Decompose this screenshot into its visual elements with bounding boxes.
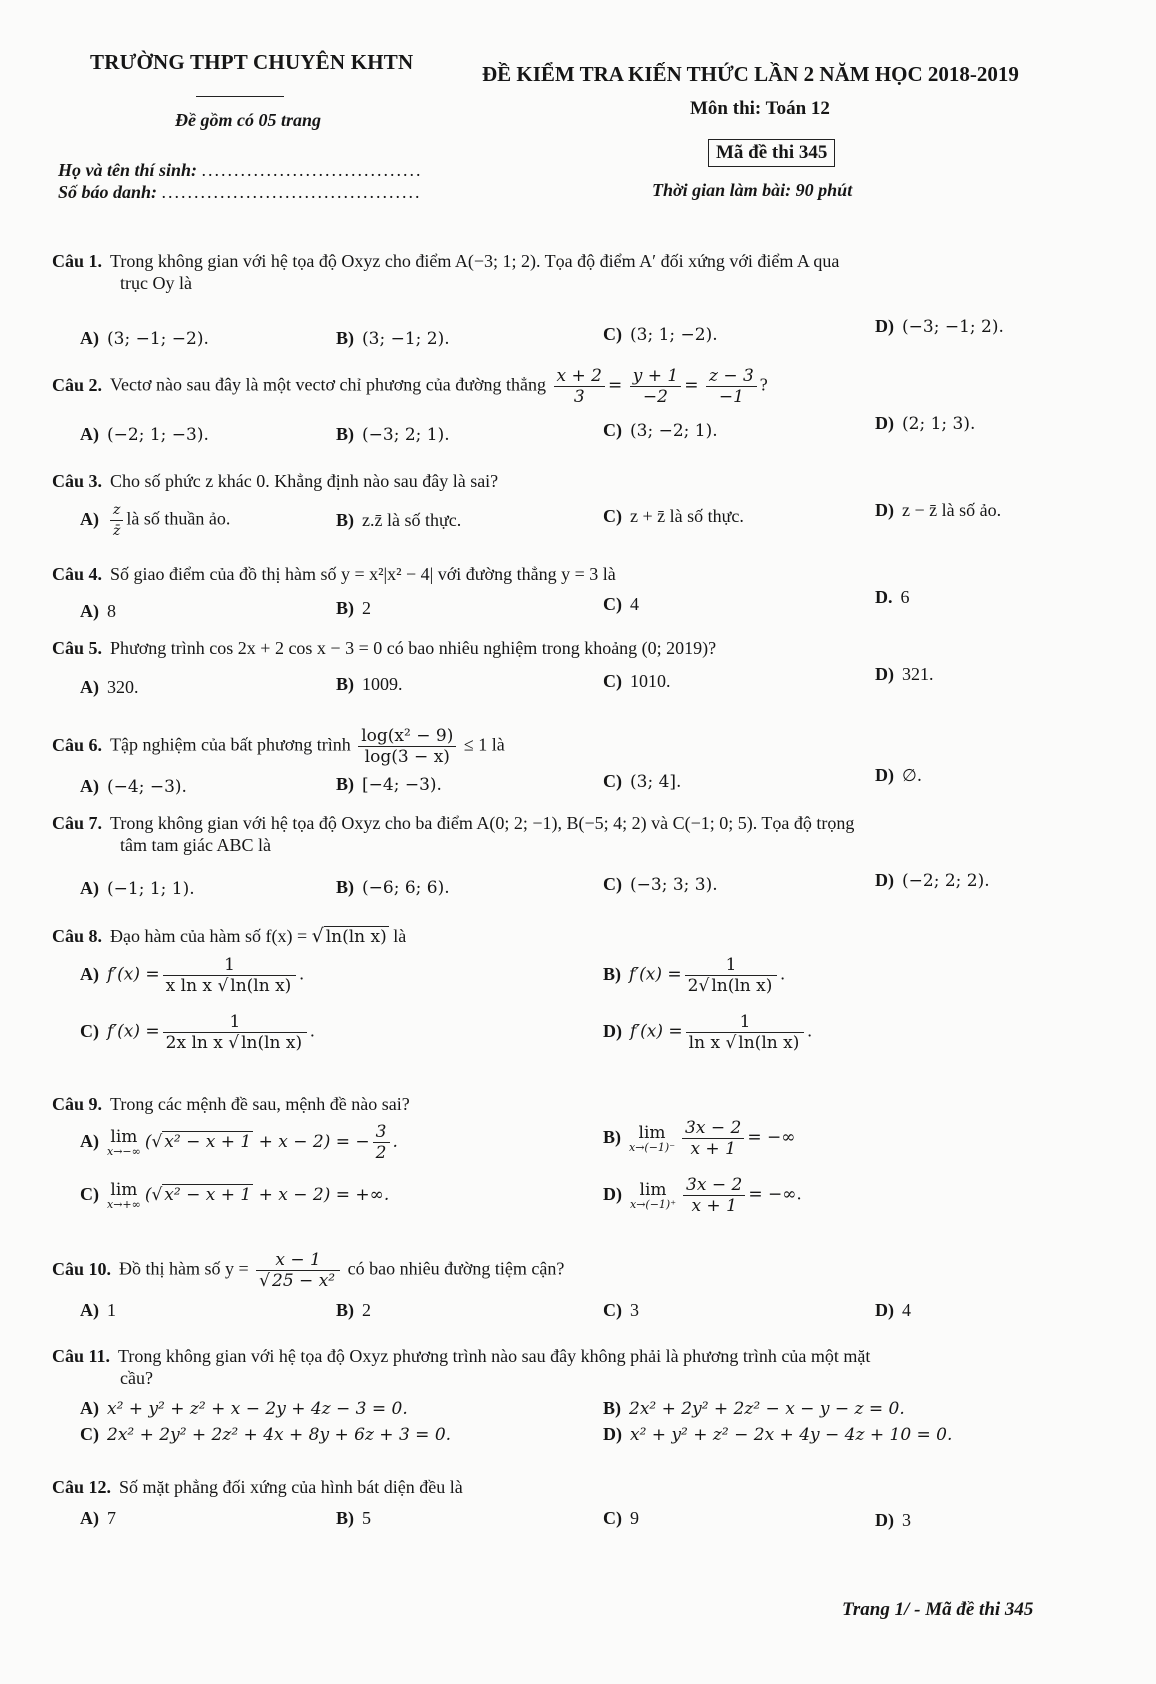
option-label: D) (603, 1424, 622, 1444)
option-value: x² + y² + z² − 2x + 4y − 4z + 10 = 0. (630, 1425, 953, 1445)
question-11 (52, 1345, 1082, 1389)
option-d[interactable] (875, 1510, 911, 1531)
numerator: x − 1 (275, 1250, 321, 1270)
radicand: 25 − x² (272, 1271, 336, 1291)
option-value: 2x² + 2y² + 2z² + 4x + 8y + 6z + 3 = 0. (107, 1425, 452, 1445)
question-text: Số mặt phẳng đối xứng của hình bát diện đều là (119, 1477, 463, 1497)
option-value: 320. (107, 677, 139, 697)
radicand: ln(ln x) (325, 927, 387, 947)
option-d[interactable] (875, 1300, 911, 1321)
option-value: 1 (107, 1300, 116, 1320)
option-value: z + z̄ là số thực. (630, 506, 744, 526)
option-label: A) (80, 878, 99, 898)
option-d[interactable] (875, 413, 975, 434)
equals-sign: = (684, 375, 699, 396)
option-c[interactable] (603, 1508, 639, 1529)
option-label: D) (875, 1510, 894, 1530)
option-value: 2 (362, 598, 371, 618)
derivative-lhs: f′(x) = (629, 964, 682, 985)
question-number: Câu 1. (52, 251, 103, 271)
option-label: B) (336, 328, 354, 348)
option-c[interactable] (603, 671, 671, 692)
question-7 (52, 812, 1082, 856)
radicand: x² − x + 1 (164, 1132, 252, 1152)
fraction (163, 955, 297, 996)
denominator-prefix: 2 (687, 976, 699, 996)
option-c[interactable]: C) f′(x) = $\frac{1}{\text{2x ln x √ ln(ln x)}}$ . (80, 1012, 315, 1053)
limit-subscript: x→+∞ (107, 1198, 141, 1211)
question-text: Phương trình cos 2x + 2 cos x − 3 = 0 có bao nhiêu nghiệm trong khoảng (0; 2019)? (110, 638, 717, 658)
option-d[interactable] (875, 765, 922, 786)
sqrt-icon: √ (217, 976, 229, 996)
option-d[interactable] (875, 587, 910, 608)
option-b[interactable] (336, 1508, 371, 1529)
option-label: A) (80, 1131, 99, 1151)
denominator: x + 1 (682, 1138, 744, 1159)
option-value: 5 (362, 1508, 371, 1528)
numerator: 1 (739, 1012, 751, 1032)
option-label: D) (603, 1020, 622, 1041)
denominator-prefix: x ln x (165, 976, 213, 996)
limit-subscript: x→(−1)⁻ (629, 1140, 676, 1154)
candidate-name-blank: .................................. (201, 160, 423, 180)
question-text: Số giao điểm của đồ thị hàm số y = x²|x² − 4| với đường thẳng y = 3 là (110, 564, 616, 584)
sqrt-icon: √ (151, 1132, 163, 1152)
numerator: z − 3 (708, 366, 754, 386)
denominator-prefix: ln x (688, 1033, 721, 1053)
option-value: x² + y² + z² + x − 2y + 4z − 3 = 0. (107, 1399, 408, 1419)
question-number: Câu 7. (52, 813, 103, 833)
radicand: ln(ln x) (711, 976, 773, 996)
option-value: (−3; −1; 2). (902, 317, 1004, 337)
option-value: 321. (902, 664, 934, 684)
option-label: B) (336, 1300, 354, 1320)
option-label: B) (603, 963, 621, 984)
option-label: C) (80, 1184, 99, 1205)
log-fraction (358, 726, 456, 767)
limit-operator: lim (639, 1179, 667, 1200)
limit-rest: = −∞. (748, 1184, 802, 1205)
result-fraction (373, 1122, 390, 1163)
option-b[interactable] (336, 598, 371, 619)
numerator: z (113, 502, 121, 518)
option-c[interactable] (80, 1424, 451, 1445)
option-value: (3; 1; −2). (630, 325, 718, 345)
option-label: D) (875, 413, 894, 433)
option-d[interactable] (875, 664, 934, 685)
question-text-tail: có bao nhiêu đường tiệm cận? (347, 1258, 565, 1279)
question-4 (52, 563, 1082, 585)
derivative-lhs: f′(x) = (107, 964, 160, 985)
option-value: (3; 4]. (630, 772, 682, 792)
option-label: D) (875, 870, 894, 890)
question-number: Câu 8. (52, 926, 103, 946)
option-a[interactable] (80, 328, 209, 349)
exam-title: ĐỀ KIỂM TRA KIẾN THỨC LẦN 2 NĂM HỌC 2018-2019 (482, 62, 1019, 86)
option-value: (−6; 6; 6). (362, 878, 450, 898)
fraction (256, 1250, 340, 1291)
option-label: C) (80, 1424, 99, 1444)
question-text-continued: tâm tam giác ABC là (120, 835, 271, 855)
option-label: B) (603, 1126, 621, 1147)
question-number: Câu 10. (52, 1258, 112, 1279)
option-value: (−2; 1; −3). (107, 425, 209, 445)
option-label: A) (80, 963, 99, 984)
option-d[interactable]: D) f′(x) = $\frac{1}{\text{ln x √ ln(ln x)}}$ . (603, 1012, 812, 1053)
question-text: Trong không gian với hệ tọa độ Oxyz cho điểm A(−3; 1; 2). Tọa độ điểm A′ đối xứng với điểm A qua (110, 251, 840, 271)
option-label: A) (80, 601, 99, 621)
option-c[interactable] (603, 420, 718, 441)
question-text-tail: là (393, 926, 407, 946)
numerator: 1 (229, 1012, 241, 1032)
denominator: −2 (630, 386, 681, 407)
sqrt-icon: √ (725, 1033, 737, 1053)
option-a[interactable] (80, 424, 209, 445)
option-a[interactable]: A) f′(x) = $\frac{1}{\text{x ln x √ ln(ln x)}}$ . (80, 955, 304, 996)
option-value: 1009. (362, 674, 403, 694)
option-b[interactable] (603, 1118, 795, 1159)
option-label: C) (603, 771, 622, 791)
option-b[interactable]: B) f′(x) = $\frac{1}{\text{2√ ln(ln x)}}$ . (603, 955, 785, 996)
question-text: Vectơ nào sau đây là một vectơ chỉ phương của đường thẳng (110, 374, 546, 395)
option-a[interactable] (80, 500, 230, 541)
option-value: ∅. (902, 766, 923, 786)
question-number: Câu 6. (52, 734, 103, 755)
option-b[interactable] (336, 774, 442, 795)
candidate-id-field (58, 182, 422, 203)
option-label: C) (603, 324, 622, 344)
option-b[interactable] (336, 328, 450, 349)
option-c[interactable] (603, 506, 744, 527)
option-label: D) (875, 664, 894, 684)
numerator: 1 (725, 955, 737, 975)
option-value: (3; −1; 2). (362, 329, 450, 349)
option-value: (2; 1; 3). (902, 414, 976, 434)
result-sign: − (355, 1132, 370, 1152)
option-d[interactable] (875, 870, 990, 891)
question-1 (52, 250, 1082, 294)
option-value: 2 (362, 1300, 371, 1320)
option-a[interactable] (80, 1508, 116, 1529)
question-number: Câu 12. (52, 1477, 112, 1497)
option-label: A) (80, 424, 99, 444)
question-number: Câu 2. (52, 374, 103, 395)
numerator: 3x − 2 (686, 1175, 743, 1195)
numerator: x + 2 (556, 366, 602, 386)
exam-code-box: Mã đề thi 345 (708, 139, 835, 167)
school-name: TRƯỜNG THPT CHUYÊN KHTN (90, 50, 414, 74)
option-label: C) (603, 1300, 622, 1320)
option-value: 7 (107, 1508, 116, 1528)
fraction-x (554, 366, 605, 407)
option-label: A) (80, 508, 99, 529)
option-b[interactable] (603, 1398, 905, 1419)
option-label: C) (603, 506, 622, 526)
option-b[interactable] (336, 877, 450, 898)
option-label: B) (603, 1398, 621, 1418)
limit-operator: lim (110, 1126, 138, 1147)
question-text: Trong các mệnh đề sau, mệnh đề nào sai? (110, 1094, 410, 1114)
option-a[interactable]: A) lim x→−∞ (√ x² − x + 1 + x − 2) = − $\frac{3}{2}$ . (80, 1122, 398, 1163)
option-value: 3 (902, 1510, 911, 1530)
derivative-lhs: f′(x) = (630, 1021, 683, 1042)
option-label: A) (80, 1300, 99, 1320)
option-label: A) (80, 677, 99, 697)
limit-subscript: x→−∞ (107, 1144, 141, 1158)
numerator: y + 1 (632, 366, 679, 386)
question-number: Câu 11. (52, 1346, 111, 1366)
radicand: ln(ln x) (230, 976, 292, 996)
option-label: D) (875, 765, 894, 785)
option-value: (−2; 2; 2). (902, 871, 990, 891)
question-6 (52, 726, 1082, 767)
option-value: 2x² + 2y² + 2z² − x − y − z = 0. (629, 1399, 905, 1419)
question-number: Câu 3. (52, 471, 103, 491)
option-a[interactable] (80, 878, 195, 899)
candidate-id-label: Số báo danh: (58, 182, 158, 202)
question-12 (52, 1476, 1082, 1498)
denominator: −1 (706, 386, 757, 407)
denominator: x + 1 (683, 1195, 745, 1216)
header-divider (196, 96, 284, 97)
option-value: 6 (900, 587, 910, 607)
question-10 (52, 1250, 1082, 1291)
option-c[interactable] (603, 874, 718, 895)
sqrt-icon: √ (259, 1271, 271, 1291)
question-text: Trong không gian với hệ tọa độ Oxyz cho ba điểm A(0; 2; −1), B(−5; 4; 2) và C(−1; 0; 5). Tọa độ trọng (110, 813, 855, 833)
question-9 (52, 1093, 1082, 1115)
option-label: A) (80, 328, 99, 348)
question-number: Câu 5. (52, 638, 103, 658)
option-b[interactable] (336, 510, 461, 531)
option-value: (−3; 2; 1). (362, 425, 450, 445)
option-label: A) (80, 1398, 99, 1418)
option-label: B) (336, 774, 354, 794)
denominator: z̄ (110, 520, 123, 541)
exam-duration: Thời gian làm bài: 90 phút (652, 180, 853, 200)
fraction-z (706, 366, 757, 407)
option-label: B) (336, 598, 354, 618)
radicand: ln(ln x) (241, 1033, 303, 1053)
page-footer: Trang 1/ - Mã đề thi 345 (842, 1599, 1034, 1620)
option-c[interactable] (603, 594, 639, 615)
candidate-id-blank: ........................................ (161, 182, 422, 202)
option-value: 4 (902, 1300, 911, 1320)
fraction (685, 955, 778, 996)
option-label: C) (603, 594, 622, 614)
option-label: C) (603, 1508, 622, 1528)
option-value: (3; −1; −2). (107, 329, 209, 349)
option-d[interactable] (875, 316, 1004, 337)
option-c[interactable] (603, 324, 718, 345)
option-d[interactable] (603, 1175, 802, 1216)
denominator: 2 (373, 1142, 390, 1163)
option-value: [−4; −3). (362, 775, 442, 795)
question-text: Tập nghiệm của bất phương trình (110, 734, 351, 755)
derivative-lhs: f′(x) = (107, 1021, 160, 1042)
fraction (682, 1118, 744, 1159)
option-label: B) (336, 674, 354, 694)
fraction (686, 1012, 805, 1053)
numerator: 1 (224, 955, 235, 975)
denominator: log(3 − x) (358, 746, 456, 767)
exam-subject: Môn thi: Toán 12 (690, 98, 830, 119)
fraction (163, 1012, 307, 1053)
option-value: (−4; −3). (107, 777, 187, 797)
option-a[interactable] (80, 1398, 408, 1419)
limit-operator: lim (110, 1180, 138, 1200)
option-value: (−1; 1; 1). (107, 879, 195, 899)
question-5 (52, 637, 1082, 659)
sqrt-icon: √ (311, 925, 324, 947)
option-label: A) (80, 1508, 99, 1528)
option-label: D) (875, 1300, 894, 1320)
question-2 (52, 366, 1082, 407)
question-mark: ? (759, 374, 768, 395)
fraction (683, 1175, 745, 1216)
sqrt-icon: √ (228, 1033, 240, 1053)
question-number: Câu 9. (52, 1094, 103, 1114)
numerator: log(x² − 9) (361, 726, 454, 746)
option-label: C) (603, 671, 622, 691)
limit-operator: lim (638, 1122, 666, 1143)
option-label: C) (603, 874, 622, 894)
question-text-tail: ≤ 1 là (463, 734, 505, 755)
option-value: 1010. (630, 671, 671, 691)
denominator-prefix: 2x ln x (165, 1033, 223, 1053)
numerator: 3x − 2 (685, 1118, 742, 1138)
candidate-name-label: Họ và tên thí sinh: (58, 160, 198, 180)
option-b[interactable] (336, 424, 450, 445)
question-text: Đồ thị hàm số y = (119, 1258, 249, 1279)
option-value: là số thuần ảo. (126, 508, 231, 529)
question-text: Đạo hàm của hàm số f(x) = (110, 926, 308, 946)
option-a[interactable] (80, 601, 116, 622)
option-a[interactable] (80, 677, 139, 698)
question-3 (52, 470, 1082, 492)
option-c[interactable]: C) lim x→+∞ (√ x² − x + 1 + x − 2) = +∞. (80, 1180, 390, 1211)
equals-sign: = (607, 375, 623, 396)
option-label: B) (336, 877, 354, 897)
option-value: (−3; 3; 3). (630, 875, 718, 895)
sqrt-icon: √ (151, 1185, 163, 1206)
question-text-continued: trục Oy là (120, 273, 192, 293)
numerator: 3 (375, 1122, 387, 1142)
option-value: 4 (630, 594, 639, 614)
option-label: B) (336, 424, 354, 444)
option-b[interactable] (336, 674, 403, 695)
option-label: A) (80, 776, 99, 796)
option-value: 9 (630, 1508, 639, 1528)
option-label: D) (875, 500, 894, 520)
option-value: 8 (107, 601, 116, 621)
limit-rest: + x − 2) = (258, 1132, 351, 1152)
option-a[interactable] (80, 776, 187, 797)
question-text: Trong không gian với hệ tọa độ Oxyz phương trình nào sau đây không phải là phương trình của một mặt (118, 1346, 871, 1366)
question-text-continued: cầu? (120, 1368, 153, 1388)
option-d[interactable] (603, 1424, 952, 1445)
question-8 (52, 925, 1082, 948)
question-number: Câu 4. (52, 564, 103, 584)
option-label: D. (875, 587, 893, 607)
option-value: (3; −2; 1). (630, 421, 718, 441)
limit-subscript: x→(−1)⁺ (630, 1197, 677, 1211)
sqrt-icon: √ (698, 976, 710, 996)
option-label: D) (603, 1183, 622, 1204)
option-value: 3 (630, 1300, 639, 1320)
option-label: C) (80, 1020, 99, 1041)
option-label: D) (875, 316, 894, 336)
option-label: C) (603, 420, 622, 440)
limit-rest: = −∞ (747, 1127, 796, 1148)
option-label: B) (336, 510, 354, 530)
option-a[interactable] (80, 1300, 116, 1321)
radicand: ln(ln x) (738, 1033, 800, 1053)
page-count-note: Đề gồm có 05 trang (175, 110, 321, 130)
radicand: x² − x + 1 (164, 1185, 252, 1206)
option-value: z.z̄ là số thực. (362, 510, 462, 530)
fraction (110, 500, 123, 541)
option-b[interactable] (336, 1300, 371, 1321)
option-label: B) (336, 1508, 354, 1528)
denominator: 3 (554, 386, 605, 407)
candidate-name-field (58, 160, 423, 181)
fraction-y (630, 366, 681, 407)
option-c[interactable] (603, 1300, 639, 1321)
option-value: z − z̄ là số ảo. (902, 500, 1002, 520)
limit-rest: + x − 2) = +∞. (258, 1185, 390, 1206)
end-punct: . (392, 1132, 398, 1152)
question-text: Cho số phức z khác 0. Khẳng định nào sau đây là sai? (110, 471, 499, 491)
option-c[interactable] (603, 771, 681, 792)
option-d[interactable] (875, 500, 1001, 521)
